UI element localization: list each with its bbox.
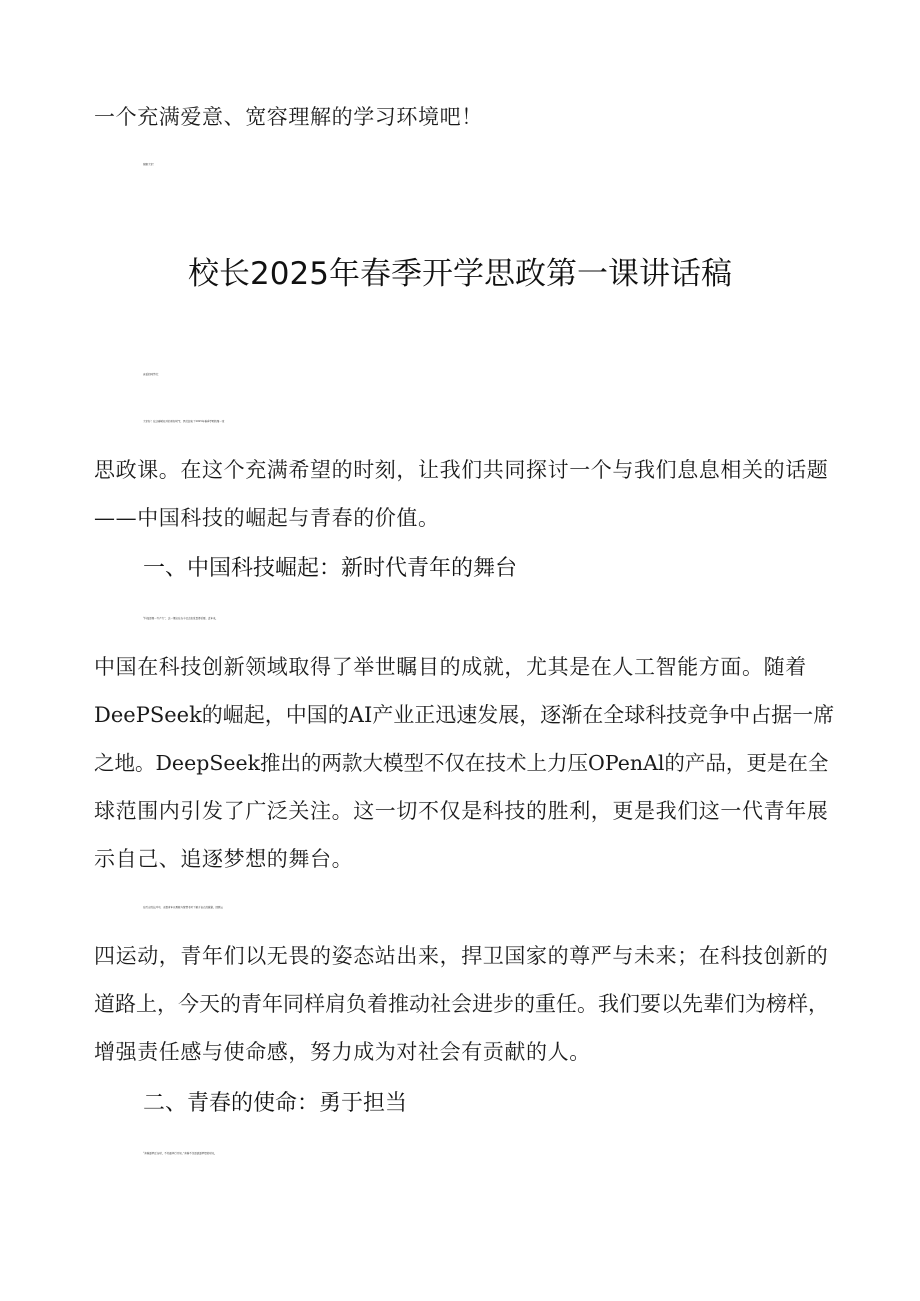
section-heading-2: 二、青春的使命：勇于担当 (143, 1091, 408, 1116)
intro-line: 大家好！在这春暖花开的美好时节，我们迎来了2025年春季学期的第一堂 (143, 420, 225, 423)
intro-line: ——中国科技的崛起与青春的价值。 (94, 506, 440, 530)
paragraph-line: 球范围内引发了广泛关注。这一切不仅是科技的胜利，更是我们这一代青年展 (94, 799, 829, 823)
intro-line: 思政课。在这个充满希望的时刻，让我们共同探讨一个与我们息息相关的话题 (94, 458, 829, 482)
paragraph-line: 增强责任感与使命感，努力成为对社会有贡献的人。 (94, 1040, 591, 1064)
previous-closing-line: 一个充满爱意、宽容理解的学习环境吧！ (94, 105, 483, 129)
previous-closing-thanks: 谢谢大家！ (143, 163, 156, 166)
paragraph-line: 示自己、追逐梦想的舞台。 (94, 847, 354, 871)
paragraph-line: 道路上，今天的青年同样肩负着推动社会进步的重任。我们要以先辈们为榜样， (94, 992, 829, 1016)
section-heading-1: 一、中国科技崛起：新时代青年的舞台 (143, 556, 518, 581)
paragraph-line: 中国在科技创新领域取得了举世瞩目的成就，尤其是在人工智能方面。随着 (94, 655, 807, 679)
paragraph-line: DeePSeek的崛起，中国的AI产业正迅速发展，逐渐在全球科技竞争中占据一席 (94, 703, 835, 727)
paragraph-line: 在历史的长河中，无数青年以勇敢与智慧书写了属于自己的篇章。回顾五 (143, 906, 224, 909)
document-title: 校长2025年春季开学思政第一课讲话稿 (188, 256, 732, 292)
paragraph-line: 四运动，青年们以无畏的姿态站出来，捍卫国家的尊严与未来；在科技创新的 (94, 944, 829, 968)
salutation: 亲爱的同学们： (143, 373, 161, 376)
paragraph-line: “青春逐梦正当时，不负韶华行且知。”青春不仅是追逐梦想的时光， (143, 1152, 217, 1155)
paragraph-line: “科技是第一生产力”，这一理念在当今社会愈发显得重要。近年来， (143, 617, 219, 620)
paragraph-line: 之地。DeepSeek推出的两款大模型不仅在技术上力压OPenAl的产品，更是在全 (94, 751, 829, 775)
